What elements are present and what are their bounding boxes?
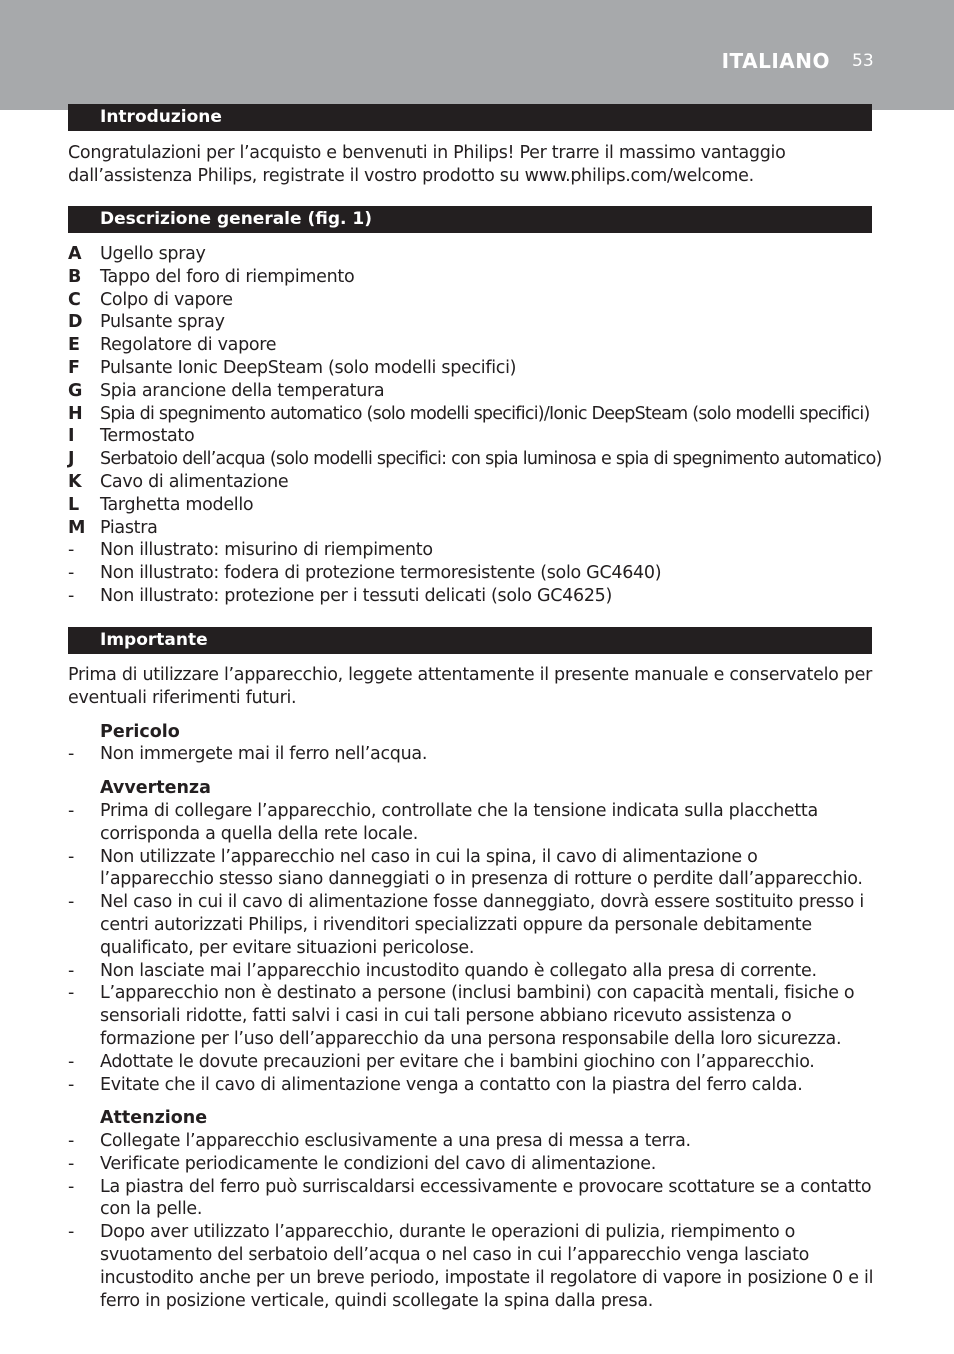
intro-text: Congratulazioni per l’acquisto e benvenuti in Philips! Per trarre il massimo vantaggio dall’assistenza Philips, registrate il vostro prodotto su www.philips.com/welcome. (68, 143, 786, 186)
list-item: L Targhetta modello (68, 494, 254, 515)
list-item: C Colpo di vapore (68, 289, 233, 310)
language-label: ITALIANO (721, 49, 830, 73)
section-title-intro: Introduzione (68, 104, 872, 131)
list-item: - Prima di collegare l’apparecchio, controllate che la tensione indicata sulla placchetta corrisponda a quella della rete locale. (68, 801, 818, 844)
list-item: - Adottate le dovute precauzioni per evitare che i bambini giochino con l’apparecchio. (68, 1051, 815, 1072)
section-title-important: Importante (68, 627, 872, 654)
list-item: I Termostato (68, 426, 195, 447)
list-item: B Tappo del foro di riempimento (68, 266, 355, 287)
list-item: - Non utilizzate l’apparecchio nel caso in cui la spina, il cavo di alimentazione o l’apparecchio stesso siano danneggiati o in presenza di rotture o perdite dall’apparecchio. (68, 846, 863, 890)
caution-heading: Attenzione (100, 1108, 208, 1128)
list-item: G Spia arancione della temperatura (68, 380, 385, 401)
warning-heading: Avvertenza (100, 778, 211, 798)
list-item: F Pulsante Ionic DeepSteam (solo modelli specifici) (68, 357, 517, 378)
list-item: - Non immergete mai il ferro nell’acqua. (68, 744, 428, 764)
list-item: - Dopo aver utilizzato l’apparecchio, durante le operazioni di pulizia, riempimento o svuotamento del serbatoio dell’acqua o nel caso in cui l’apparecchio venga lasciato incustodito anche per un breve periodo, impostate il regolatore di vapore in posizione 0 e il ferro in posizione verticale, quindi scollegate la spina dalla presa. (68, 1222, 874, 1311)
list-item: - Non illustrato: fodera di protezione termoresistente (solo GC4640) (68, 563, 662, 584)
list-item: H Spia di spegnimento automatico (solo modelli specifici)/Ionic DeepSteam (solo modelli specifici) (68, 403, 870, 424)
danger-list (68, 743, 888, 766)
list-item: - La piastra del ferro può surriscaldarsi eccessivamente e provocare scottature se a contatto con la pelle. (68, 1176, 872, 1220)
list-item: - Evitate che il cavo di alimentazione venga a contatto con la piastra del ferro calda. (68, 1074, 803, 1095)
parts-list (68, 243, 888, 608)
list-item: - Non illustrato: misurino di riempimento (68, 540, 433, 561)
list-item: - L’apparecchio non è destinato a persone (inclusi bambini) con capacità mentali, fisiche o sensoriali ridotte, fatti salvi i casi in cui tali persone abbiano ricevuto assistenza o formazione per l’uso dell’apparecchio da una persona responsabile della loro sicurezza. (68, 983, 855, 1049)
list-item: - Nel caso in cui il cavo di alimentazione fosse danneggiato, dovrà essere sostituito presso i centri autorizzati Philips, i rivenditori specializzati oppure da personale debitamente qualificato, per evitare situazioni pericolose. (68, 892, 864, 958)
list-item: - Non illustrato: protezione per i tessuti delicati (solo GC4625) (68, 585, 613, 606)
warning-list (68, 800, 876, 1096)
list-item: - Verificate periodicamente le condizioni del cavo di alimentazione. (68, 1153, 657, 1174)
section-title-overview: Descrizione generale (fig. 1) (68, 206, 872, 233)
danger-heading: Pericolo (100, 722, 180, 742)
caution-list (68, 1130, 876, 1312)
list-item: - Non lasciate mai l’apparecchio incustodito quando è collegato alla presa di corrente. (68, 960, 817, 981)
list-item: M Piastra (68, 517, 158, 538)
list-item: E Regolatore di vapore (68, 335, 277, 356)
list-item: A Ugello spray (68, 244, 206, 264)
important-text: Prima di utilizzare l’apparecchio, leggete attentamente il presente manuale e conservatelo per eventuali riferimenti futuri. (68, 665, 872, 708)
list-item: D Pulsante spray (68, 312, 225, 333)
page-number: 53 (852, 51, 874, 71)
list-item: J Serbatoio dell’acqua (solo modelli specifici: con spia luminosa e spia di spegnimento automatico) (68, 449, 882, 470)
list-item: K Cavo di alimentazione (68, 471, 289, 492)
list-item: - Collegate l’apparecchio esclusivamente a una presa di messa a terra. (68, 1131, 691, 1151)
